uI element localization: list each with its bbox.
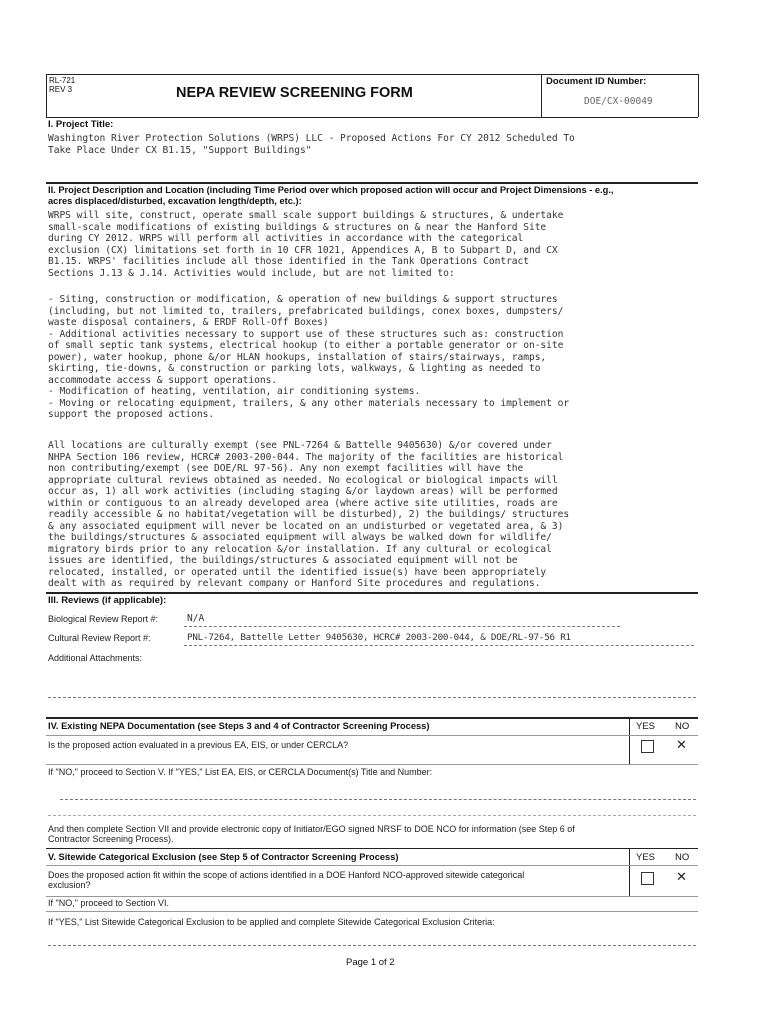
description-line: relocated, installed, or operated until the identified issue(s) have been appropriately [48, 566, 547, 578]
section5-yes-header: YES [636, 852, 656, 863]
description-para1 [48, 210, 563, 279]
description-line: of small septic tank systems, electrical hookup (to either a portable generator or on-site [48, 340, 564, 351]
section4-question: Is the proposed action evaluated in a previous EA, EIS, or under CERCLA? [48, 740, 349, 750]
description-line: support the proposed actions. [48, 409, 215, 420]
attachments-label: Additional Attachments: [48, 653, 143, 663]
nepa-docs-line[interactable] [60, 799, 696, 800]
description-line: NHPA Section 106 review, HCRC# 2003-200-044. The majority of the facilities are historical [48, 451, 564, 463]
doc-id-label: Document ID Number: [546, 76, 647, 87]
description-line: within or contiguous to an already developed area (where active site utilities, roads are [48, 497, 558, 509]
section4-then-line: And then complete Section VII and provide electronic copy of Initiator/EGO signed NRSF to DOE NCO for information (see Step 6 of [48, 824, 575, 834]
description-line: waste disposal containers, & ERDF Roll-Off Boxes) [48, 317, 329, 328]
description-line: exclusion (CX) limitations set forth in 10 CFR 1021, Appendices A, B to Subpart D, and CX [48, 244, 558, 256]
description-line: accommodate access & support operations. [48, 374, 278, 386]
form-rev: REV 3 [49, 85, 73, 94]
bio-review-label: Biological Review Report #: [48, 614, 159, 624]
description-line: migratory birds prior to any relocation &/or installation. If any cultural or ecological [48, 543, 552, 555]
section4-yes-checkbox[interactable] [641, 740, 654, 753]
section3-heading: III. Reviews (if applicable): [48, 595, 167, 606]
description-line: - Siting, construction or modification, & operation of new buildings & support structures [48, 294, 558, 305]
description-line: readily accessible & no habitat/vegetation will be disturbed), 2) the buildings/ structures [48, 509, 570, 520]
doc-id-value: DOE/CX-00049 [584, 96, 653, 107]
section5-no-header: NO [675, 852, 690, 863]
description-para2 [48, 294, 569, 421]
description-line: during CY 2012. WRPS will perform all activities in accordance with the categorical [48, 233, 524, 244]
description-line: the buildings/structures & associated equipment will always be walked down for wildlife/ [48, 532, 552, 543]
project-title-line: Take Place Under CX B1.15, "Support Buildings" [48, 144, 312, 156]
sitewide-cx-line[interactable] [48, 945, 696, 946]
section4-then-line: Contractor Screening Process). [48, 834, 174, 844]
section4-yes-header: YES [636, 721, 656, 732]
cultural-review-value[interactable]: PNL-7264, Battelle Letter 9405630, HCRC# 2003-200-044, & DOE/RL-97-56 R1 [187, 632, 571, 643]
description-line: occur as, 1) all work activities (including staging &/or laydown areas) will be performed [48, 486, 558, 497]
section2-heading-line: II. Project Description and Location (including Time Period over which proposed action will occur and Project Dimensions - e.g., [48, 185, 614, 195]
form-code: RL-721 [49, 76, 76, 85]
description-line: dealt with as required by relevant company or Hanford Site procedures and regulations. [48, 578, 541, 589]
description-line: - Additional activities necessary to support use of these structures such as: construction [48, 328, 564, 340]
section5-no-checkbox[interactable]: ✕ [676, 869, 687, 884]
description-para3 [48, 440, 569, 590]
section4-no-header: NO [675, 721, 690, 732]
project-title-line: Washington River Protection Solutions (WRPS) LLC - Proposed Actions For CY 2012 Scheduled To [48, 133, 575, 144]
description-line: power), water hookup, phone &/or HLAN hookups, installation of stairs/stairways, ramps, [48, 351, 547, 363]
section4-heading: IV. Existing NEPA Documentation (see Steps 3 and 4 of Contractor Screening Process) [48, 721, 430, 731]
section5-question-line: Does the proposed action fit within the scope of actions identified in a DOE Hanford NCO-approved sitewide categorical [48, 870, 525, 880]
description-line: appropriate cultural reviews obtained as needed. No ecological or biological impacts will [48, 474, 558, 486]
description-line: - Modification of heating, ventilation, air conditioning systems. [48, 386, 421, 397]
section5-heading: V. Sitewide Categorical Exclusion (see Step 5 of Contractor Screening Process) [48, 852, 399, 862]
section5-yes-checkbox[interactable] [641, 872, 654, 885]
cultural-review-label: Cultural Review Report #: [48, 633, 151, 643]
description-line: small-scale modifications of existing buildings & structures on & near the Hanford Site [48, 221, 547, 233]
section1-heading: I. Project Title: [48, 119, 114, 130]
description-line: (including, but not limited to, trailers, prefabricated buildings, conex boxes, dumpsters/ [48, 305, 564, 317]
form-title: NEPA REVIEW SCREENING FORM [176, 85, 413, 101]
section5-question-line: exclusion? [48, 880, 91, 890]
description-line: & any associated equipment will never be located on an undisturbed or vegetated area, & 3) [48, 520, 564, 532]
description-line: Sections J.13 & J.14. Activities would include, but are not limited to: [48, 267, 455, 279]
description-line: non contributing/exempt (see DOE/RL 97-56). Any non exempt facilities will have the [48, 463, 524, 474]
section4-no-checkbox[interactable]: ✕ [676, 737, 687, 752]
description-line: WRPS will site, construct, operate small scale support buildings & structures, & undertake [48, 210, 564, 221]
description-line: All locations are culturally exempt (see PNL-7264 & Battelle 9405630) &/or covered under [48, 440, 552, 451]
page-number: Page 1 of 2 [346, 957, 395, 968]
description-line: issues are identified, the buildings/structures & associated equipment will not be [48, 555, 518, 566]
description-line: - Moving or relocating equipment, trailers, & any other materials necessary to implement or [48, 397, 570, 409]
project-title-text [48, 133, 575, 156]
description-line: skirting, tie-downs, & construction or parking lots, walkways, & lighting as needed to [48, 363, 541, 374]
description-line: B1.15. WRPS' facilities include all those identified in the Tank Operations Contract [48, 256, 529, 267]
section5-if-yes: If "YES," List Sitewide Categorical Exclusion to be applied and complete Sitewide Categorical Exclusion Criteria: [48, 917, 495, 927]
section4-then-text [48, 824, 575, 844]
bio-review-value[interactable]: N/A [187, 613, 205, 624]
section2-heading [48, 185, 613, 207]
attachments-line[interactable] [48, 697, 696, 698]
section2-heading-line: acres displaced/disturbed, excavation length/depth, etc.): [48, 196, 302, 206]
section4-instruction: If "NO," proceed to Section V. If "YES," List EA, EIS, or CERCLA Document(s) Title and Number: [48, 767, 433, 777]
section5-question [48, 870, 524, 890]
section5-if-no: If "NO," proceed to Section VI. [48, 898, 169, 908]
